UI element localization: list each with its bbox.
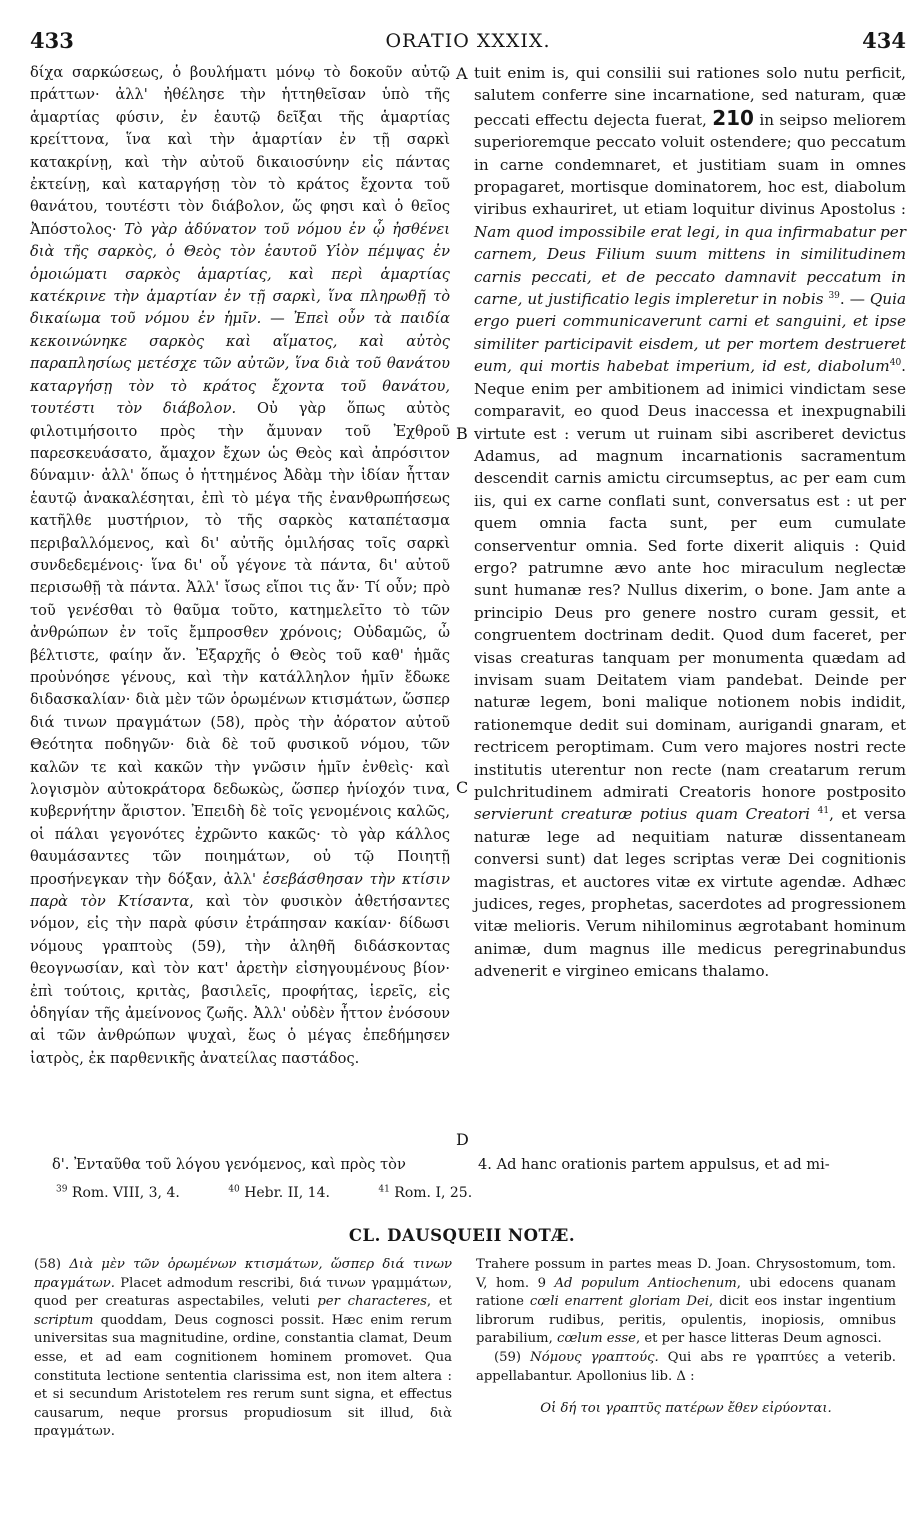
column-number: 210	[712, 105, 754, 130]
note-58-continued	[476, 1256, 896, 1349]
greek-text: Οὐ γὰρ ὅπως αὐτὸς φιλοτιμήσοιτο πρὸς τὴν ἄμυναν τοῦ Ἐχθροῦ παρεσκευάσατο, ἄμαχον ἔχων ὡς Θεὸς καὶ ἀπρόσιτον δύναμιν· ἀλλ' ὅπως ὁ ἡττημένος Ἀδὰμ τὴν ἰδίαν ἧτταν ἑαυτῷ ἀνακαλέσηται, ἐπὶ τὸ μέγα τῆς ἐνανθρωπήσεως κατῆλθε μυστήριον, τὸ τῆς σαρκὸς καταπέτασμα περιβαλλόμενος, καὶ δι' αὐτῆς ὁμιλήσας τοῖς σαρκὶ συνδεδεμένοις· ἵνα δι' οὗ γέγονε τὰ πάντα, δι' αὐτοῦ περισωθῇ τὰ πάντα. Ἀλλ' ἴσως εἴποι τις ἄν· Τί οὖν; πρὸ τοῦ γενέσθαι τὸ θαῦμα τοῦτο, κατημελεῖτο τὸ τῶν ἀνθρώπων ἐν τοῖς ἔμπροσθεν χρόνοις; Οὐδαμῶς, ὦ βέλτιστε, φαίην ἄν. Ἐξαρχῆς ὁ Θεὸς τοῦ καθ' ἡμᾶς προὐνόησε γένους, καὶ τὴν κατάλληλον ἡμῖν ἔδωκε διδασκαλίαν· διὰ μὲν τῶν ὁρωμένων κτισμάτων, ὥσπερ διά τινων πραγμάτων (58), πρὸς τὴν ἀόρατον αὐτοῦ Θεότητα ποδηγῶν· διὰ δὲ τοῦ φυσικοῦ νόμου, τῶν καλῶν τε καὶ κακῶν τὴν γνῶσιν ἡμῖν ἐνθεὶς· καὶ λογισμὸν αὐτοκράτορα δεδωκὼς, ὥσπερ ἡνίοχόν τινα, κυβερνήτην ἄριστον. Ἐπειδὴ δὲ τοῖς γενομένοις καλῶς, οἱ πάλαι γεγονότες ἐχρῶντο κακῶς· τὸ γὰρ κάλλος θαυμάσαντες τῶν ποιημάτων, οὐ τῷ Ποιητῇ προσήνεγκαν τὴν δόξαν, ἀλλ'	[30, 400, 450, 888]
latin-paragraph-3	[474, 62, 906, 983]
note-italic: cœlum esse	[556, 1331, 636, 1347]
note-number: (58)	[34, 1257, 70, 1272]
ref-number: 41	[378, 1184, 390, 1194]
page-number-left: 433	[30, 28, 74, 53]
latin-column	[474, 62, 906, 983]
greek-dash: —	[261, 310, 294, 328]
greek-column	[30, 62, 450, 1070]
verse-quotation: Οἱ δή τοι γραπτῦς πατέρων ἔθεν εἰρύονται.	[540, 1401, 832, 1417]
greek-text: δίχα σαρκώσεως, ὁ βουλήματι μόνῳ τὸ δοκοῦν αὐτῷ πράττων· ἀλλ' ἠθέλησε τὴν ἡττηθεῖσαν ὑπὸ τῆς ἁμαρτίας φύσιν, ἐν ἑαυτῷ δεῖξαι τῆς ἁμαρτίας κρείττονα, ἵνα καὶ τὴν ἁμαρτίαν ἐν τῇ σαρκὶ κατακρίνῃ, καὶ τὴν αὐτοῦ δικαιοσύνην εἰς πάντας ἐκτείνῃ, καὶ καταργήσῃ τὸν τὸ κράτος ἔχοντα τοῦ θανάτου, τουτέστι τὸν διάβολον, ὥς φησι καὶ ὁ θεῖος Ἀπόστολος·	[30, 64, 450, 238]
margin-letter-b: B	[456, 424, 468, 443]
ref-text: Rom. I, 25.	[394, 1184, 473, 1201]
ref-number: 39	[56, 1184, 68, 1194]
notes-title: CL. DAUSQUEII NOTÆ.	[348, 1226, 576, 1245]
note-59	[476, 1349, 896, 1386]
margin-letter-a: A	[456, 64, 468, 83]
margin-letter-d: D	[456, 1130, 469, 1149]
footnote-ref: 39	[828, 291, 840, 301]
note-lemma: Νόμους γραπτούς.	[530, 1349, 659, 1365]
scripture-references	[56, 1184, 516, 1201]
footnote-ref: 40	[889, 358, 902, 369]
note-text: , et	[426, 1294, 452, 1310]
latin-text: tuit enim is, qui consilii sui rationes solo nutu perficit, salutem conferre sine incarnatione, sed naturam, quæ peccati effectu dejecta fuerat,	[474, 64, 906, 129]
page-number-right: 434	[862, 28, 906, 53]
ref-text: Hebr. II, 14.	[244, 1184, 330, 1201]
note-text: Trahere possum in partes meas D. Joan. Chrysostomum, tom. V, hom. 9	[476, 1257, 896, 1291]
greek-text: , καὶ τὸν φυσικὸν ἀθετήσαντες νόμον, εἰς τὴν παρὰ φύσιν ἐτράπησαν κακίαν· δίδωσι νόμους γραπτοὺς (59), τὴν ἀληθῆ διδάσκοντας θεογνωσίαν, καὶ τὸν κατ' ἀρετὴν εἰσηγουμένους βίον· ἐπὶ τούτοις, κριτὰς, βασιλεῖς, προφήτας, ἱερεῖς, εἰς ὁδηγίαν τῆς ἀμείνονος ζωῆς. Ἀλλ' οὐδὲν ἧττον ἐνόσουν αἱ τῶν ἀνθρώπων ψυχαὶ, ἕως ὁ μέγας ἐπεδήμησεν ἰατρὸς, ἐκ παρθενικῆς ἀνατείλας παστάδος.	[30, 893, 450, 1067]
note-58	[34, 1256, 452, 1442]
latin-text: . —	[839, 290, 870, 309]
ref-text: Rom. VIII, 3, 4.	[71, 1184, 180, 1201]
footnote-ref: 41	[817, 806, 830, 817]
note-italic: scriptum	[34, 1312, 94, 1328]
greek-scripture-quote: Ἐπεὶ οὖν τὰ παιδία κεκοινώνηκε σαρκὸς καὶ αἵματος, καὶ αὐτὸς παραπλησίως μετέσχε τῶν αὐτῶν, ἵνα διὰ τοῦ θανάτου καταργήσῃ τὸν τὸ κράτος ἔχοντα τοῦ θανάτου, τουτέστι τὸν διάβολον.	[30, 310, 450, 418]
notes-right-column	[476, 1256, 896, 1419]
scripture-ref	[56, 1185, 202, 1201]
latin-scripture-quote: Quia ergo pueri communicaverunt carni et sanguini, et ipse similiter participavit eisdem, ut per mortem destrueret eum, qui mortis habebat imperium, id est, diabolum	[474, 290, 907, 376]
latin-text: in seipso meliorem superioremque peccato voluit ostendere; quo peccatum in carne condemnaret, et justitiam suam in omnes propagaret, mortisque dominatorem, hoc est, diabolum viribus exhauriret, ut etiam loquitur divinus Apostolus :	[474, 110, 906, 219]
notes-left-column	[34, 1256, 452, 1442]
note-lemma: Διὰ μὲν τῶν ὁρωμένων κτισμάτων, ὥσπερ διά τινων πραγμάτων.	[34, 1257, 452, 1291]
scripture-ref	[378, 1185, 494, 1201]
running-header	[30, 28, 906, 58]
greek-paragraph-3	[30, 62, 450, 1070]
greek-scripture-quote: Τὸ γὰρ ἀδύνατον τοῦ νόμου ἐν ᾧ ἠσθένει διὰ τῆς σαρκὸς, ὁ Θεὸς τὸν ἑαυτοῦ Υἱὸν πέμψας ἐν ὁμοιώματι σαρκὸς ἁμαρτίας, καὶ περὶ ἁμαρτίας κατέκρινε τὴν ἁμαρτίαν ἐν τῇ σαρκὶ, ἵνα πληρωθῇ τὸ δικαίωμα τοῦ νόμου ἐν ἡμῖν.	[30, 220, 450, 328]
note-italic: Ad populum Antiochenum	[554, 1275, 737, 1291]
note-text: , ubi edocens quanam ratione	[476, 1275, 896, 1310]
note-text: quoddam, Deus cognosci possit. Hæc enim rerum universitas sua magnitudine, ordine, constantia clamat, Deum esse, et ad eam cognitionem hominem promovet. Qua constituta lectione sententia clarissima est, non item altera : et si secundum Aristotelem res rerum sunt signa, et effectus causarum, neque prorsus propudiosum sit illud, διὰ πραγμάτων.	[34, 1312, 452, 1440]
ref-number: 40	[228, 1184, 240, 1194]
running-title: ORATIO XXXIX.	[385, 30, 551, 52]
note-number: (59)	[494, 1349, 531, 1365]
note-italic: cœli enarrent gloriam Dei	[529, 1294, 710, 1310]
greek-section-4-start: δ'. Ἐνταῦθα τοῦ λόγου γενόμενος, καὶ πρὸς τὸν	[52, 1156, 406, 1173]
latin-text: . Neque enim per ambitionem ad inimici vindictam sese comparavit, eo quod Deus inaccessa et inexpugnabili virtute est : verum ut ruinam sibi ascriberet devictus Adamus, ad magnum incarnationis sacramentum descendit carnis amictu circumseptus, ac per eam cum iis, qui ex carne conflati sunt, conversatus est : ut per quem omnia facta sunt, per eum cumulate conserventur omnia. Sed forte dixerit aliquis : Quid ergo? patrumne ævo ante hoc miraculum neglectæ sunt humanæ res? Nullus dixerim, o bone. Jam ante a principio Deus pro genere nostro curam gessit, et congruentem doctrinam dedit. Quod dum faceret, per visas creaturas tanquam per monumenta quædam ad invisam suam Deitatem viam pandebat. Deinde per naturæ legem, boni malique notionem nobis indidit, rationemque dedit sui dominam, aurigandi gnaram, et rectricem peroptimam. Cum vero majores nostri recte institutis uterentur non recte (nam creatarum rerum pulchritudinem admirati Creatoris honore postposito	[474, 357, 906, 801]
note-text: Qui abs re γραπτύες a veterib. appellabantur. Apollonius lib. Δ :	[476, 1349, 896, 1384]
scripture-ref	[228, 1185, 352, 1201]
note-text: Placet admodum rescribi, διά τινων γραμμάτων, quod per creaturas aspectabiles, veluti	[34, 1275, 452, 1310]
latin-text: , et versa naturæ lege ad nequitiam naturæ dissentaneam conversi sunt) dat leges scriptas veræ Dei cognitionis magistras, et auctores vitæ ex virtute agendæ. Adhæc judices, reges, prophetas, sacerdotes ad progressionem vitæ melioris. Verum nihilominus ægrotabant hominum animæ, dum magnus ille medicus peregrinabundus advenerit e virgineo emicans thalamo.	[474, 805, 906, 981]
latin-scripture-quote: servierunt creaturæ potius quam Creatori	[474, 805, 810, 824]
latin-scripture-quote: Nam quod impossibile erat legi, in qua infirmabatur per carnem, Deus Filium suum mittens in similitudinem carnis peccati, et de peccato damnavit peccatum in carne, ut justificatio legis impleretur in nobis	[474, 222, 906, 309]
note-text: , et per hasce litteras Deum agnosci.	[635, 1331, 882, 1347]
note-text: , dicit eos instar ingentium librorum rudibus, peritis, opulentis, inopiosis, omnibus parabilium,	[476, 1294, 896, 1347]
latin-section-4-start: 4. Ad hanc orationis partem appulsus, et ad mi-	[478, 1156, 830, 1173]
note-italic: per characteres	[317, 1294, 427, 1310]
margin-letter-c: C	[456, 778, 469, 797]
greek-scripture-quote: ἐσεβάσθησαν τὴν κτίσιν παρὰ τὸν Κτίσαντα	[30, 870, 450, 911]
